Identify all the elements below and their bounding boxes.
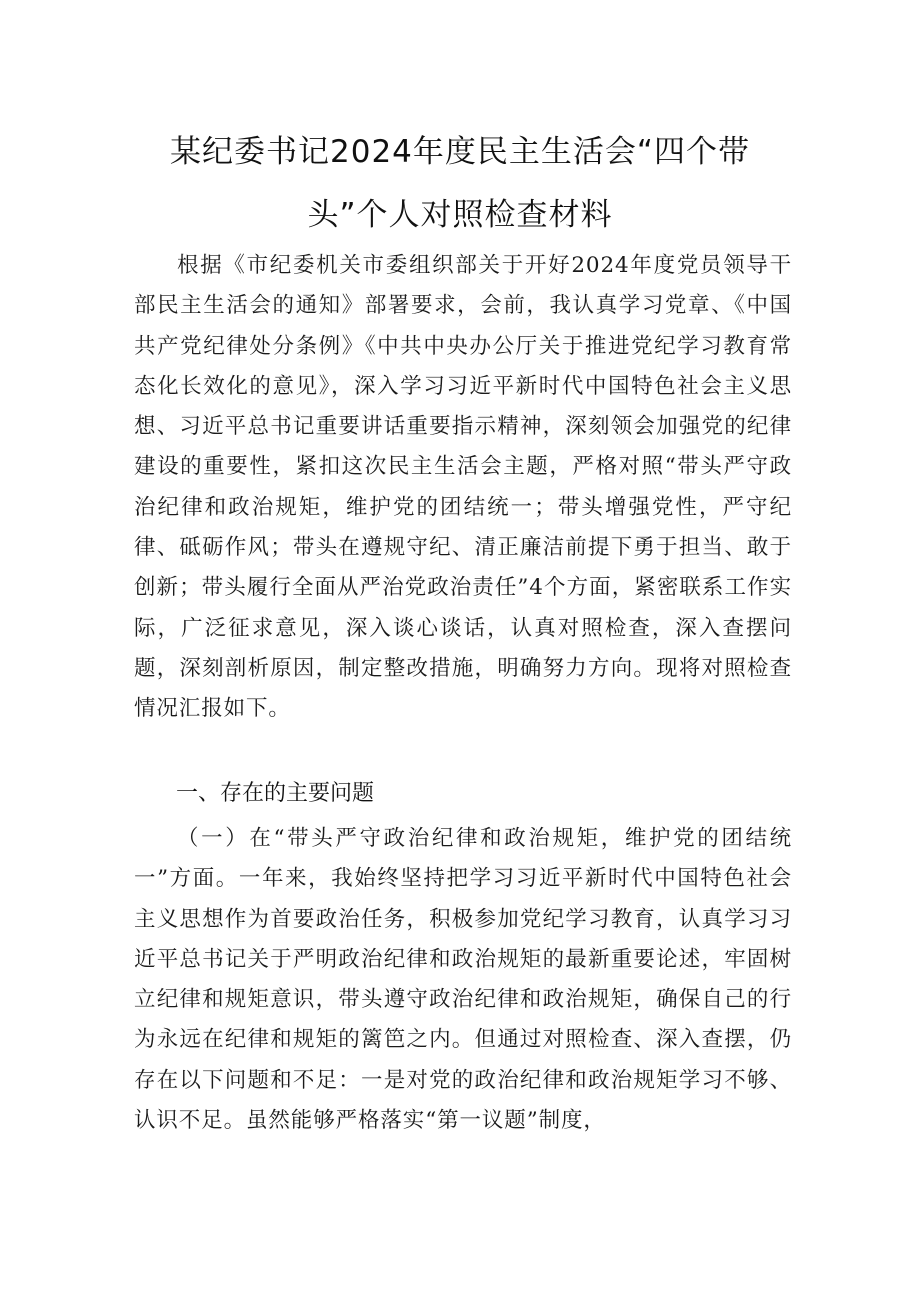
section-heading: 一、存在的主要问题 (176, 781, 375, 806)
document-title-line-1: 某纪委书记2024年度民主生活会“四个带 (170, 134, 750, 170)
document-title-line-2: 头”个人对照检查材料 (307, 197, 613, 233)
body-paragraph: （一）在“带头严守政治纪律和政治规矩，维护党的团结统一”方面。一年来，我始终坚持把学习习近平新时代中国特色社会主义思想作为首要政治任务，积极参加党纪学习教育，认真学习习近平总书记关于严明政治纪律和政治规矩的最新重要论述，牢固树立纪律和规矩意识，带头遵守政治纪律和政治规矩，确保自己的行为永远在纪律和规矩的篱笆之内。但通过对照检查、深入查摆，仍存在以下问题和不足：一是对党的政治纪律和政治规矩学习不够、认识不足。虽然能够严格落实“第一议题”制度， (134, 826, 792, 1134)
intro-paragraph: 根据《市纪委机关市委组织部关于开好2024年度党员领导干部民主生活会的通知》部署要求，会前，我认真学习党章、《中国共产党纪律处分条例》《中共中央办公厅关于推进党纪学习教育常态化长效化的意见》，深入学习习近平新时代中国特色社会主义思想、习近平总书记重要讲话重要指示精神，深刻领会加强党的纪律建设的重要性，紧扣这次民主生活会主题，严格对照“带头严守政治纪律和政治规矩，维护党的团结统一；带头增强党性，严守纪律、砥砺作风；带头在遵规守纪、清正廉洁前提下勇于担当、敢于创新；带头履行全面从严治党政治责任”4个方面，紧密联系工作实际，广泛征求意见，深入谈心谈话，认真对照检查，深入查摆问题，深刻剖析原因，制定整改措施，明确努力方向。现将对照检查情况汇报如下。 (134, 253, 792, 722)
